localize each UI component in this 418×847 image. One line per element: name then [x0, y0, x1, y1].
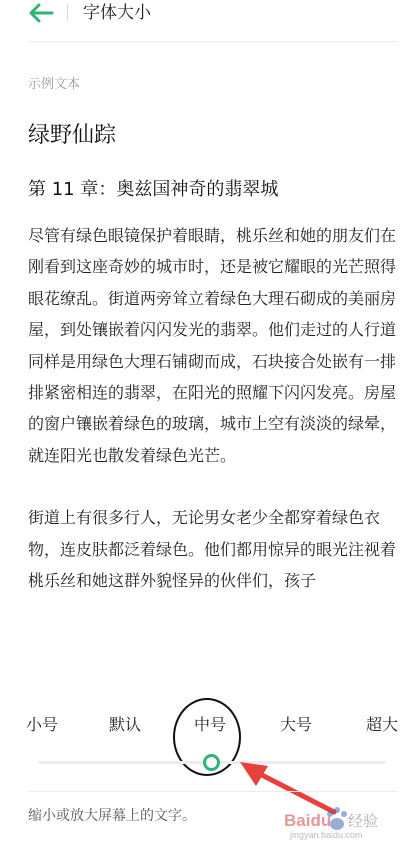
preview-body	[28, 220, 400, 627]
header-bar	[0, 0, 418, 32]
sample-text-label: 示例文本	[28, 77, 81, 92]
size-option-medium[interactable]: 中号	[194, 715, 227, 734]
book-title: 绿野仙踪	[28, 123, 117, 148]
page-title: 字体大小	[83, 3, 151, 23]
watermark-mark: 经验	[348, 812, 379, 830]
preview-paragraph: 街道上有很多行人，无论男女老少全都穿着绿色衣物，连皮肤都泛着绿色。他们都用惊异的眼光注视着桃乐丝和她这群外貌怪异的伙伴们，孩子	[28, 508, 397, 591]
watermark-domain: jingyan.baidu.com	[290, 830, 363, 840]
footer-divider	[28, 791, 398, 792]
size-option-default[interactable]: 默认	[109, 715, 142, 734]
arrow-left-icon	[28, 2, 54, 24]
baidu-watermark	[282, 804, 400, 840]
preview-area	[0, 42, 418, 667]
preview-paragraph: 尽管有绿色眼镜保护着眼睛，桃乐丝和她的朋友们在刚看到这座奇妙的城市时，还是被它耀眼的光芒照得眼花缭乱。街道两旁耸立着绿色大理石砌成的美丽房屋，到处镶嵌着闪闪发光的翡翠。他们走过的人行道同样是用绿色大理石铺砌而成，石块接合处嵌有一排排紧密相连的翡翠，在阳光的照耀下闪闪发亮。房屋的窗户镶嵌着绿色的玻璃，城市上空有淡淡的绿晕，就连阳光也散发着绿色光芒。	[28, 226, 397, 465]
hint-caption: 缩小或放大屏幕上的文字。	[28, 808, 196, 824]
font-size-slider-thumb[interactable]	[203, 754, 220, 771]
header-separator	[67, 4, 68, 21]
size-option-extra-large[interactable]: 超大	[366, 715, 399, 734]
size-option-large[interactable]: 大号	[280, 715, 313, 734]
chapter-title: 第 11 章：奥兹国神奇的翡翠城	[28, 179, 279, 200]
back-button[interactable]	[28, 2, 54, 24]
size-option-small[interactable]: 小号	[26, 715, 59, 734]
watermark-brand: Baidu	[284, 811, 332, 830]
